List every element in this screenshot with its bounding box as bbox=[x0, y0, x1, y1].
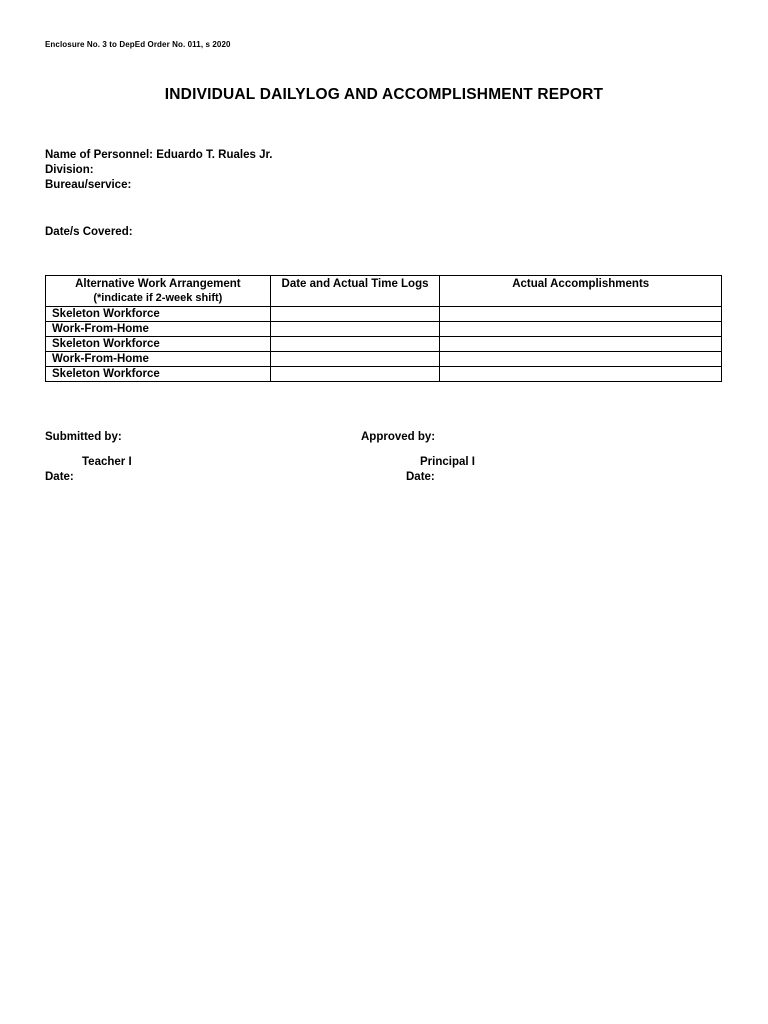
header-arrangement-label: Alternative Work Arrangement bbox=[75, 278, 241, 290]
row-arrangement: Skeleton Workforce bbox=[46, 307, 271, 322]
report-title: INDIVIDUAL DAILYLOG AND ACCOMPLISHMENT REPORT bbox=[164, 86, 604, 103]
bureau-label: Bureau/service: bbox=[45, 179, 132, 191]
header-accomplishments: Actual Accomplishments bbox=[440, 276, 722, 307]
header-arrangement-note: (*indicate if 2-week shift) bbox=[93, 292, 223, 304]
dates-covered-label: Date/s Covered: bbox=[45, 226, 133, 238]
approver-position: Principal I bbox=[420, 456, 475, 468]
row-accomplishments bbox=[440, 337, 722, 352]
table-row bbox=[46, 322, 722, 337]
row-accomplishments bbox=[440, 352, 722, 367]
header-date-logs: Date and Actual Time Logs bbox=[270, 276, 440, 307]
row-date-logs bbox=[270, 337, 440, 352]
row-accomplishments bbox=[440, 322, 722, 337]
table-row bbox=[46, 337, 722, 352]
submitted-by-label: Submitted by: bbox=[45, 431, 122, 443]
row-arrangement: Work-From-Home bbox=[46, 352, 271, 367]
row-date-logs bbox=[270, 367, 440, 382]
table-row bbox=[46, 367, 722, 382]
row-arrangement: Skeleton Workforce bbox=[46, 337, 271, 352]
approved-by-label: Approved by: bbox=[361, 431, 436, 443]
table-row bbox=[46, 307, 722, 322]
personnel-name: Name of Personnel: Eduardo T. Ruales Jr. bbox=[45, 149, 273, 161]
submitter-date-label: Date: bbox=[45, 471, 74, 483]
table-row bbox=[46, 352, 722, 367]
approver-date-label: Date: bbox=[406, 471, 435, 483]
row-accomplishments bbox=[440, 367, 722, 382]
row-arrangement: Work-From-Home bbox=[46, 322, 271, 337]
header-arrangement bbox=[46, 276, 271, 307]
submitter-position: Teacher I bbox=[82, 456, 132, 468]
row-date-logs bbox=[270, 352, 440, 367]
division-label: Division: bbox=[45, 164, 94, 176]
table-header-row bbox=[46, 276, 722, 307]
row-date-logs bbox=[270, 307, 440, 322]
daily-log-table bbox=[45, 275, 722, 382]
row-arrangement: Skeleton Workforce bbox=[46, 367, 271, 382]
row-date-logs bbox=[270, 322, 440, 337]
personnel-info bbox=[45, 148, 273, 193]
row-accomplishments bbox=[440, 307, 722, 322]
enclosure-reference: Enclosure No. 3 to DepEd Order No. 011, s 2020 bbox=[45, 40, 231, 49]
